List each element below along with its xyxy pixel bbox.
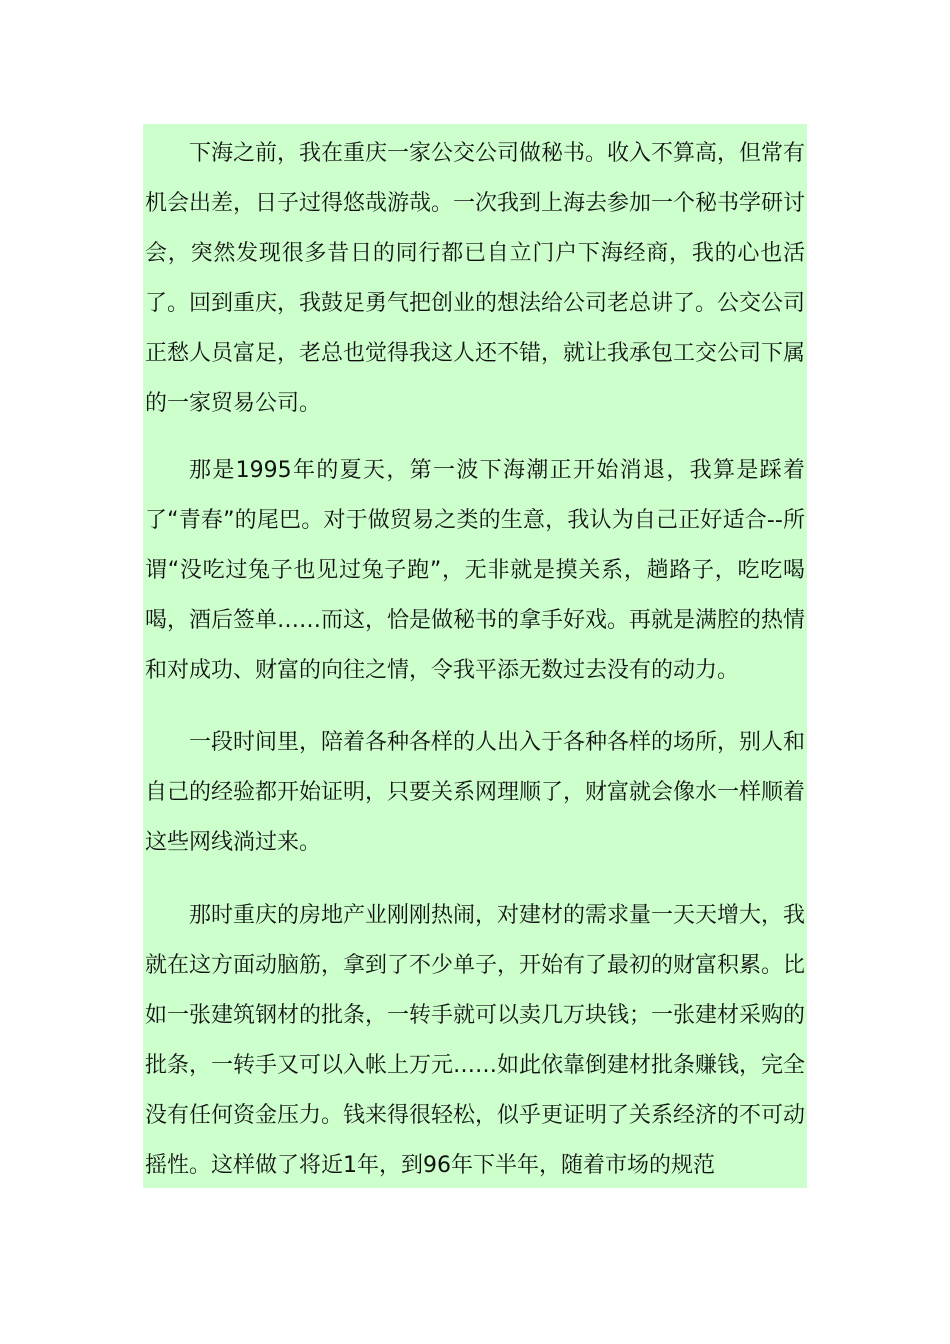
paragraph-3: 一段时间里，陪着各种各样的人出入于各种各样的场所，别人和自己的经验都开始证明，只要关系网理顺了，财富就会像水一样顺着这些网线淌过来。 <box>145 730 806 855</box>
highlighted-text-block <box>143 124 807 1188</box>
paragraph-1: 下海之前，我在重庆一家公交公司做秘书。收入不算高，但常有机会出差，日子过得悠哉游哉。一次我到上海去参加一个秘书学研讨会，突然发现很多昔日的同行都已自立门户下海经商，我的心也活了。回到重庆，我鼓足勇气把创业的想法给公司老总讲了。公交公司正愁人员富足，老总也觉得我这人还不错，就让我承包工交公司下属的一家贸易公司。 <box>145 141 806 416</box>
paragraph-2: 那是1995年的夏天，第一波下海潮正开始消退，我算是踩着了“青春”的尾巴。对于做贸易之类的生意，我认为自己正好适合--所谓“没吃过兔子也见过兔子跑”，无非就是摸关系，趟路子，吃吃喝喝，酒后签单……而这，恰是做秘书的拿手好戏。再就是满腔的热情和对成功、财富的向往之情，令我平添无数过去没有的动力。 <box>145 458 806 683</box>
paragraph-4: 那时重庆的房地产业刚刚热闹，对建材的需求量一天天增大，我就在这方面动脑筋，拿到了不少单子，开始有了最初的财富积累。比如一张建筑钢材的批条，一转手就可以卖几万块钱；一张建材采购的批条，一转手又可以入帐上万元……如此依靠倒建材批条赚钱，完全没有任何资金压力。钱来得很轻松，似乎更证明了关系经济的不可动摇性。这样做了将近1年，到96年下半年，随着市场的规范 <box>145 903 806 1178</box>
